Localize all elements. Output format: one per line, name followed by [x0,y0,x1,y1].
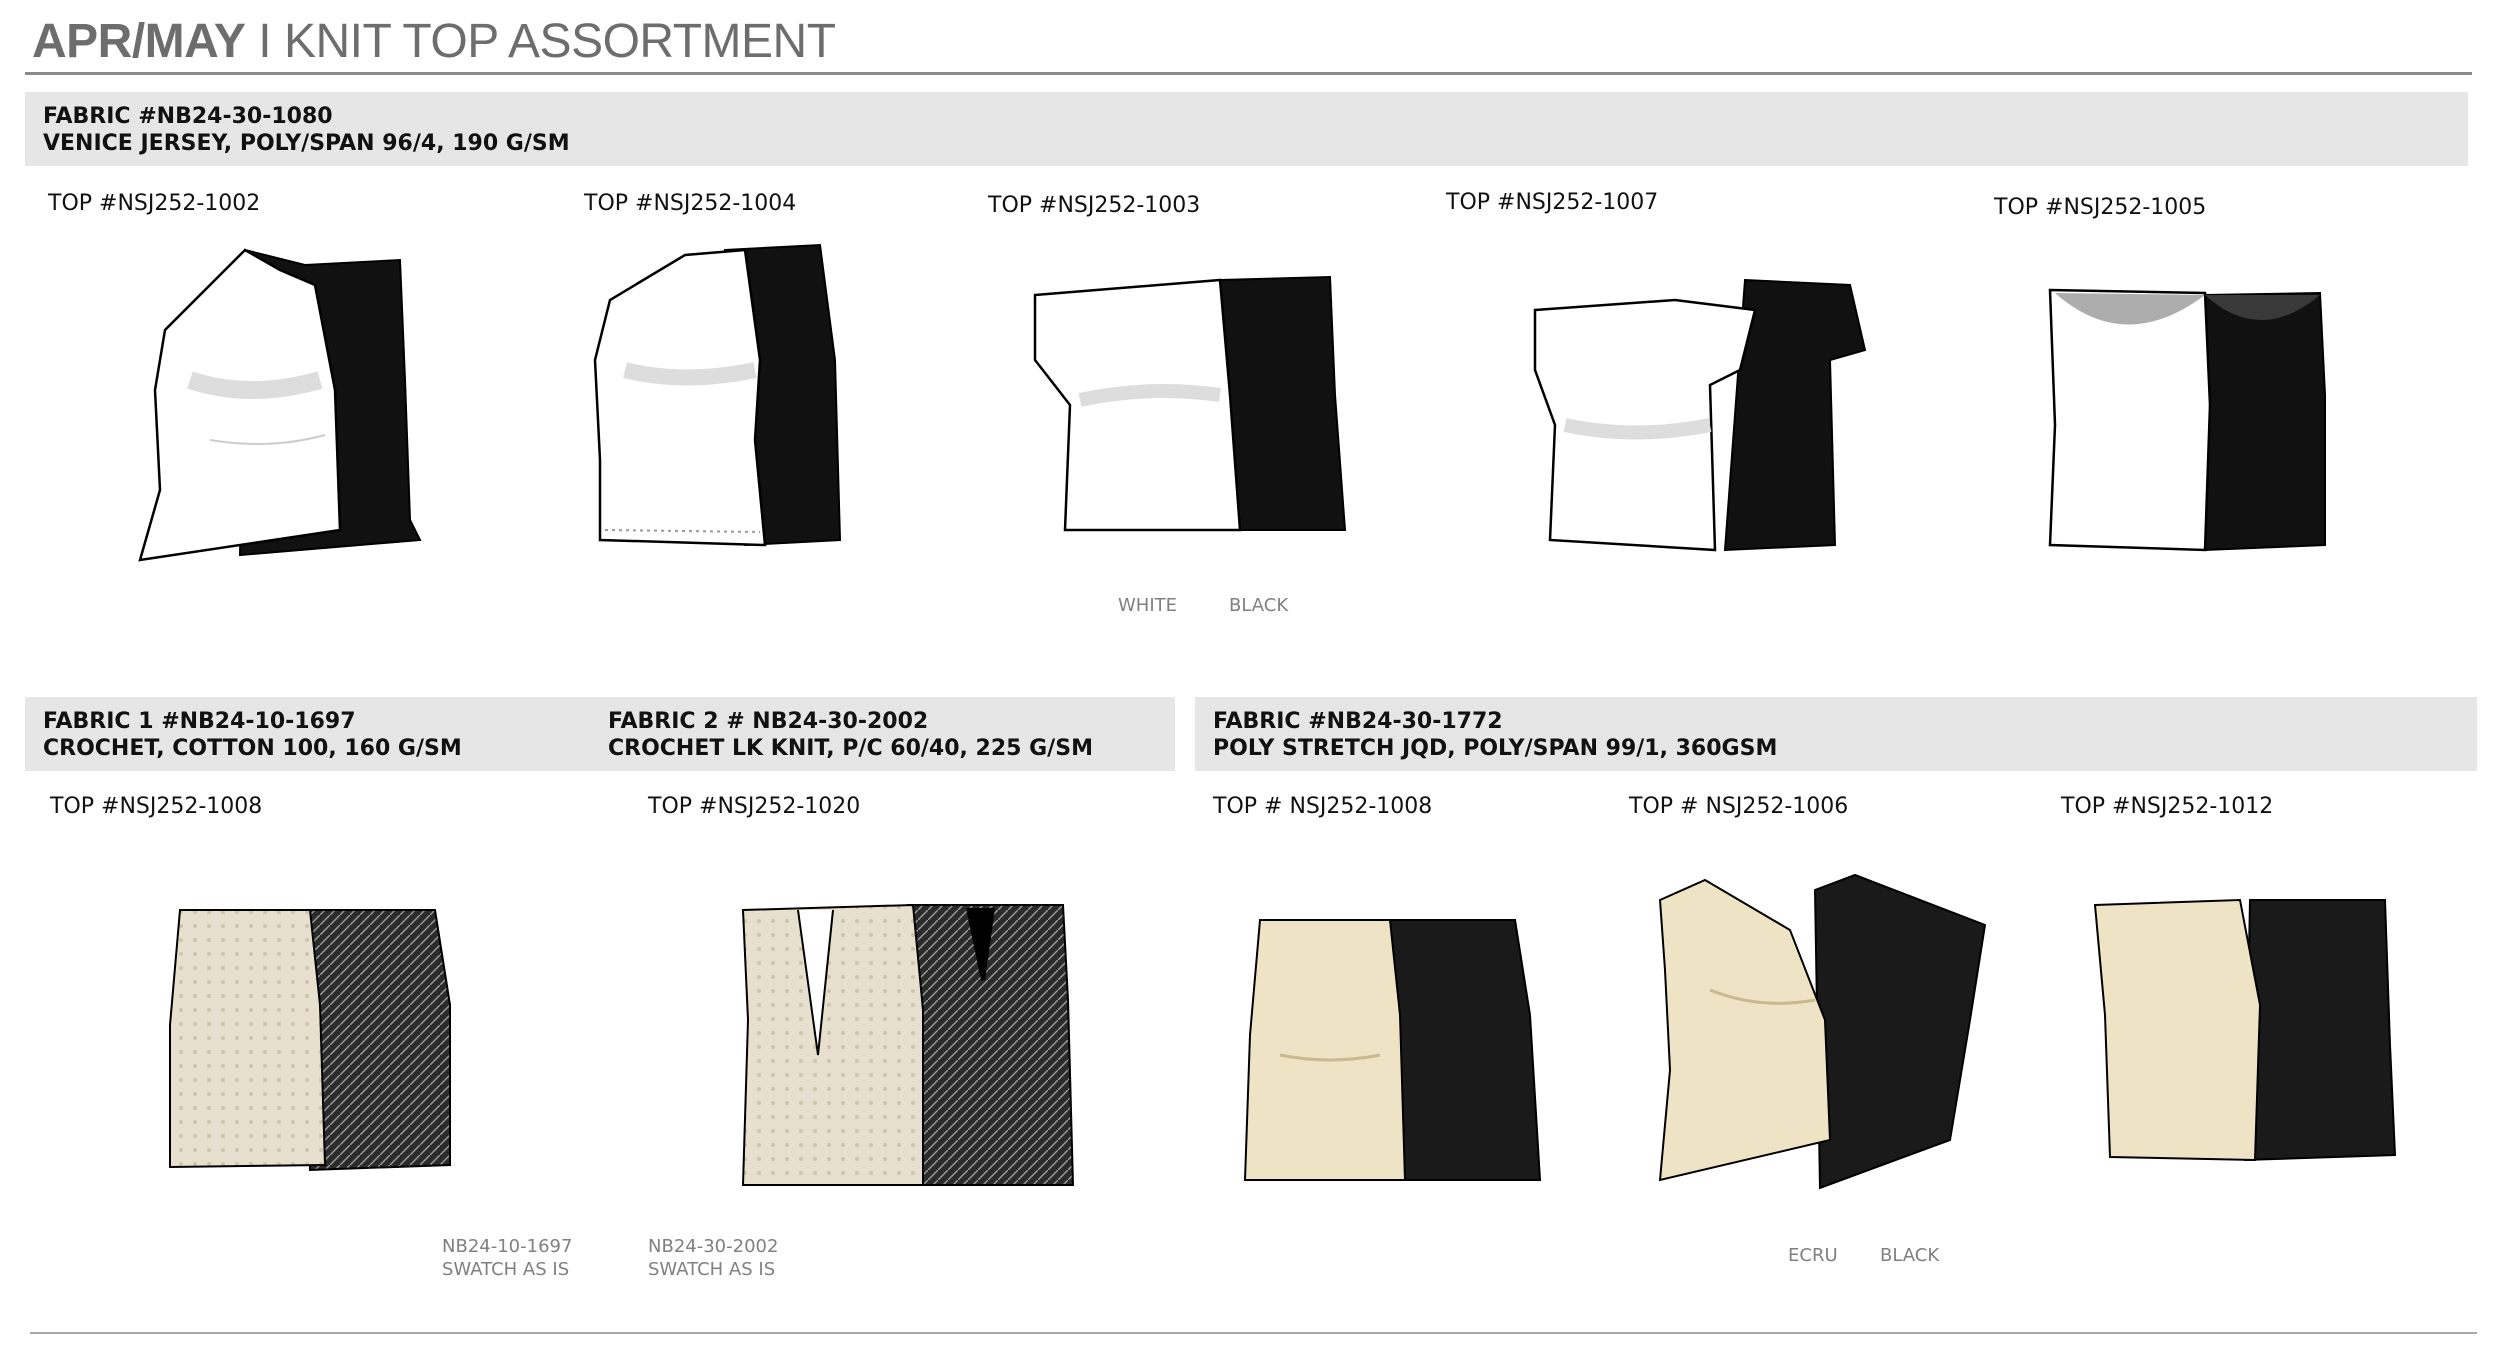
garment-sketch-1008-crochet [160,905,460,1180]
fabric-code-2b: FABRIC 2 # NB24-30-2002 [608,709,929,734]
garment-sketch-1006 [1650,870,1990,1190]
footer-rule [30,1332,2477,1334]
color-label-ecru: ECRU [1788,1245,1838,1266]
garment-sketch-1012 [2090,895,2395,1165]
fabric-desc-1: VENICE JERSEY, POLY/SPAN 96/4, 190 G/SM [43,131,570,156]
garment-sketch-1003 [1030,275,1350,545]
garment-sketch-1007 [1525,275,1875,560]
top-label: TOP #NSJ252-1003 [988,193,1201,218]
fabric-desc-2a: CROCHET, COTTON 100, 160 G/SM [43,736,462,761]
title-separator: I [258,15,272,68]
garment-sketch-1008-jqd [1240,915,1545,1185]
color-label-black: BLACK [1880,1245,1940,1266]
garment-sketch-1005 [2045,285,2335,555]
assortment-title: KNIT TOP ASSORTMENT [283,15,836,68]
header-rule [25,72,2472,75]
top-label: TOP #NSJ252-1005 [1994,195,2207,220]
swatch-note-2 [648,1235,778,1281]
fabric-code-2a: FABRIC 1 #NB24-10-1697 [43,709,356,734]
swatch-note-1 [442,1235,573,1281]
garment-sketch-1004 [585,240,865,560]
top-label: TOP #NSJ252-1007 [1446,190,1659,215]
swatch-code: NB24-30-2002 [648,1236,779,1257]
fabric-code-3: FABRIC #NB24-30-1772 [1213,709,1503,734]
top-label: TOP # NSJ252-1008 [1213,794,1433,819]
garment-sketch-1002 [130,240,420,570]
swatch-note: SWATCH AS IS [648,1259,776,1280]
top-label: TOP #NSJ252-1012 [2061,794,2274,819]
top-label: TOP # NSJ252-1006 [1629,794,1849,819]
swatch-code: NB24-10-1697 [442,1236,573,1257]
garment-sketch-1020 [738,900,1073,1190]
page-title [32,14,836,69]
fabric-code-1: FABRIC #NB24-30-1080 [43,104,333,129]
top-label: TOP #NSJ252-1008 [50,794,263,819]
top-label: TOP #NSJ252-1020 [648,794,861,819]
color-label-black: BLACK [1229,595,1289,616]
top-label: TOP #NSJ252-1004 [584,191,797,216]
color-label-white: WHITE [1118,595,1178,616]
fabric-desc-2b: CROCHET LK KNIT, P/C 60/40, 225 G/SM [608,736,1093,761]
swatch-note: SWATCH AS IS [442,1259,570,1280]
fabric-desc-3: POLY STRETCH JQD, POLY/SPAN 99/1, 360GSM [1213,736,1778,761]
top-label: TOP #NSJ252-1002 [48,191,261,216]
season-label: APR/MAY [32,15,246,68]
